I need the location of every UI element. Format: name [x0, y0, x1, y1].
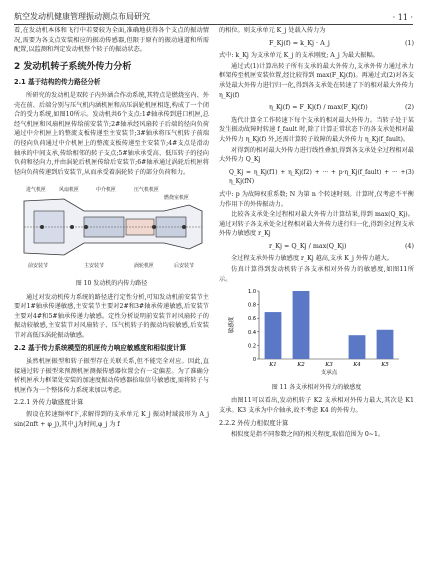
right-paragraph-2: 通过式(1)计算出转子所有支承的最大外传力,支承外传力通过承力框架传至机匣安装位置,经比较得到 max(F_Kj(f))。再通过式(2)对各支承处最大外传力进行归一化,得到各支承处在转速了下的相对最大外传力 η_Kj(f)	[219, 62, 414, 99]
label-inlet-casing: 进气机匣	[26, 187, 47, 194]
engine-diagram	[14, 181, 209, 271]
subsection-2-2-1-heading: 2.2.1 外传力敏感度计算	[14, 398, 84, 407]
bar-k1	[265, 312, 282, 359]
figure-11-caption: 图 11 各支承相对外传力的敏感度	[271, 383, 362, 391]
label-main-mount: 主安装节	[84, 263, 105, 270]
equation-2-body: η_Kj(f) = F_Kj(f) / max(F_Kj(f))	[269, 103, 368, 112]
label-rear-mount: 后安装节	[174, 263, 195, 270]
left-paragraph-0: 看,在发动机本体和飞行中若要较为全面,准确地获得各个支点的振动情况,需要为各支点安装相应的振动传感器,但限于原有的振动通道和所需配置,以监测和判定发动机整个转子的振动状态。	[14, 27, 209, 54]
bar-k4	[349, 335, 366, 359]
x-tick-label: K3	[325, 362, 333, 369]
label-fan-casing: 风扇机匣	[59, 187, 80, 194]
page-number: · 11 ·	[392, 13, 413, 22]
journal-title: 航空发动机健康管理振动测点布局研究	[14, 12, 150, 21]
label-combustor-casing: 燃烧室机匣	[164, 195, 190, 202]
right-paragraph-9: 由图11可以看出,发动机转子 K2 支承相对外传力最大,其次是 K1 支承。K3 支承为中介轴承,故不考虑 K4 的外传力。	[219, 397, 414, 415]
left-paragraph-4: 假设在转速频率f下,求解得到的支承单元 K_j 振动时域波形为 A_j sin(2πft + φ_j),其中,j为时间,φ_j 为 f	[14, 411, 209, 428]
x-tick-label: K2	[297, 362, 305, 369]
section-2-heading: 2 发动机转子系统外传力分析	[14, 61, 132, 72]
equation-4-number: (4)	[404, 241, 414, 250]
equation-3	[219, 168, 414, 187]
left-paragraph-3: 虽然机匣振型和转子振型存在关联关系,但不能完全对应。因此,直接通过转子振型来预测机匣测振传感器位置会有一定偏差。为了准确分析机匣承力框架处安装的加速度振动传感器拾取信号敏感度,需将转子与机匣作为一个整体传力系统来加以考虑。	[14, 358, 209, 394]
engine-figure	[14, 181, 209, 275]
y-tick-label: 1.0	[248, 289, 256, 296]
y-tick-label: 0.4	[248, 330, 256, 337]
equation-1-number: (1)	[404, 38, 414, 47]
y-tick-label: 0.6	[248, 316, 256, 323]
x-axis-label: 支承点	[320, 370, 338, 377]
y-tick-label: 0.8	[248, 302, 256, 309]
y-tick-label: 0	[252, 357, 256, 364]
label-front-mount: 前安装节	[28, 263, 49, 270]
left-paragraph-2: 通过对发动机传力系统的路径进行定性分析,可知发动机前安装节主要对1#轴承传递敏感,主安装节主要对2#和3#轴承传递敏感,后安装节主要对4#和5#轴承传递力敏感。定性分析说明前安装节对风扇转子的振动较敏感,主安装节对风扇转子、压气机转子的振动均较敏感,后安装节对高低压涡轮振动敏感。	[14, 293, 209, 339]
equation-4-body: r_Kj = Q_Kj / max(Q_Kj)	[269, 241, 347, 250]
right-paragraph-1: 式中: k_Kj 为支承单元 K_j 的支承刚度; A_j 为最大振幅。	[219, 52, 379, 60]
left-paragraph-1: 所研究的发动机是双转子内外涵合作动系统,其特点是燃烧室内、外壳在前、后端分别与压气机内涵机匣和高压涡轮机匣相连,构成了一个闭合的受力系统,如图10所示。发动机共6个支点:1#轴承传到进口机匣,总经气机匣和风扇机匣传给前安装节;2#轴承经风扇转子后端的径向负荷通过中介机匣上的整流支板传递至主安装节;3#轴承将压气机转子前端的径向负荷通过中介机匣上的整流支板传递至主安装节;4#支点是滑动轴承的中间支承,传给相邻的转子支点;5#轴承承受高、低压转子的径向负荷和径向力,并由涡轮后机匣传给后安装节;6#轴承通过涡轮后机匣将径向负荷传递到后安装节,从而承受着涡轮转子的部分负荷和力。	[14, 91, 209, 176]
x-tick-label: K1	[269, 362, 277, 369]
right-paragraph-0: 的相位。则支承单元 K_j 处载入传力为	[219, 27, 326, 34]
right-paragraph-7: 全过程支承外传力敏感度 r_Kj 越高,支承 K_j 外传力越大。	[231, 255, 393, 263]
page-header	[14, 6, 413, 25]
label-compressor-casing: 压气机机匣	[134, 187, 160, 194]
right-paragraph-6: 比较各支承处全过程相对最大外传力计算结果,得到 max(Q_Kj)。通过对转子各支承处全过程相对最大外传力进行归一化,得到全过程支承外传力敏感度 r_Kj	[219, 211, 414, 238]
right-paragraph-10: 相似度是指不同参数之间的相关程度,取值范围为 0~1。	[231, 431, 385, 439]
right-paragraph-5: 式中: p 为故障权重系数; N 为第 n 个转速时刻。计算时,仅考虑不平衡力作用下的外传振动力。	[219, 190, 414, 208]
y-axis-label: 敏感度	[229, 316, 235, 334]
equation-3-body: Q_Kj = η_Kj(f1) + η_Kj(f2) + ··· + p·η_Kj(f_fault) + ··· + η_Kj(fN)	[229, 168, 406, 186]
bar-k2	[293, 291, 310, 359]
label-turbine-casing: 涡轮机匣	[134, 263, 155, 270]
x-tick-label: K5	[381, 362, 389, 369]
right-paragraph-4: 对得到的相对最大外传力进行线性叠加,得到各支承处全过程相对最大外传力 Q_Kj	[219, 146, 414, 164]
equation-1-body: F_Kj(f) = k_Kj · A_j	[269, 38, 330, 47]
x-tick-label: K4	[353, 362, 361, 369]
equation-2-number: (2)	[404, 103, 414, 112]
right-column	[219, 26, 414, 441]
subsection-2-2-heading: 2.2 基于传力系统模型的机匣传力响应敏感度和相似度计算	[14, 344, 187, 353]
sensitivity-bar-chart	[219, 285, 414, 377]
left-column	[14, 26, 209, 430]
right-paragraph-8: 仿真计算得到发动机转子各支承相对外传力的敏感度,如图11所示。	[219, 266, 414, 283]
right-paragraph-3: 选代计算全工作转速下每个支承的相对最大外传力。当转子处于某发生振动故障时转速 f_fault 时,除了计算正常状态下的各支承处相对最大外传力 η_Kj(f) 外,还需计算转子故障的最大外传力 η_Kj(f_fault)。	[219, 116, 414, 143]
subsection-2-2-2-heading: 2.2.2 外传力相似度计算	[219, 418, 289, 427]
equation-1	[219, 39, 414, 49]
bar-k5	[377, 330, 394, 359]
label-intermediate-casing: 中介机匣	[96, 187, 117, 194]
equation-2	[219, 103, 414, 113]
equation-4	[219, 242, 414, 252]
equation-3-number: (3)	[405, 168, 414, 176]
figure-10-caption: 图 10 发动机的内传力路径	[75, 279, 148, 287]
y-tick-label: 0.2	[248, 343, 256, 350]
subsection-2-1-heading: 2.1 基于结构的传力路径分析	[14, 78, 101, 87]
